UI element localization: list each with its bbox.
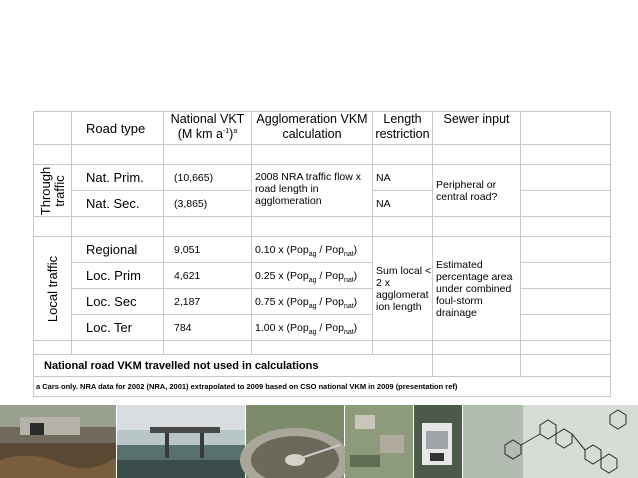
through-traffic-label: Through traffic — [37, 166, 67, 215]
through-calc: 2008 NRA traffic flow x road length in agglomeration — [252, 165, 373, 217]
chemical-structure-image — [463, 405, 638, 478]
local-sewer: Estimated percentage area under combined foul-storm drainage — [433, 237, 521, 341]
vkt-table-wrapper — [33, 111, 610, 395]
vkt-value: (10,665) — [164, 165, 252, 191]
unused-vkm-note: National road VKM travelled not used in calculations — [34, 355, 433, 377]
vkt-value: (3,865) — [164, 191, 252, 217]
header-sewer-input: Sewer input — [433, 112, 521, 145]
vkt-value: 9,051 — [164, 237, 252, 263]
calc-formula: 0.25 x (Pop$_{ag}$ / Pop$_{nat}$) — [252, 263, 373, 289]
sampler-equipment-photo — [414, 405, 462, 478]
local-traffic-label: Local traffic — [44, 255, 60, 322]
road-name: Loc. Prim — [72, 263, 164, 289]
through-sewer: Peripheral or central road? — [433, 165, 521, 217]
treatment-plant-photo — [117, 405, 245, 478]
header-road-type: Road type — [72, 112, 164, 145]
table-row — [34, 165, 611, 191]
local-length: Sum local < 2 x agglomerat ion length — [373, 237, 433, 341]
vkt-value: 784 — [164, 315, 252, 341]
road-name: Nat. Prim. — [72, 165, 164, 191]
header-empty-cell — [34, 112, 72, 145]
header-row — [34, 112, 611, 145]
header-agglomeration: Agglomeration VKM calculation — [252, 112, 373, 145]
road-name: Regional — [72, 237, 164, 263]
calc-formula: 0.75 x (Pop$_{ag}$ / Pop$_{nat}$) — [252, 289, 373, 315]
footer-row — [34, 355, 611, 377]
footnote-text: a Cars only. NRA data for 2002 (NRA, 2001) extrapolated to 2009 based on CSO national VKM in 2009 (presentation ref) — [34, 377, 611, 397]
length-value: NA — [373, 165, 433, 191]
road-name: Loc. Ter — [72, 315, 164, 341]
aerial-site-photo — [345, 405, 413, 478]
clarifier-photo — [240, 405, 350, 478]
spacer-row — [34, 217, 611, 237]
vkt-value: 4,621 — [164, 263, 252, 289]
sewer-outfall-photo — [0, 405, 116, 478]
header-length-restriction: Length restriction — [373, 112, 433, 145]
spacer-row — [34, 341, 611, 355]
calc-formula: 0.10 x (Pop$_{ag}$ / Pop$_{nat}$) — [252, 237, 373, 263]
table-row — [34, 289, 611, 315]
road-name: Loc. Sec — [72, 289, 164, 315]
footnote-row — [34, 377, 611, 397]
header-extra-cell — [521, 112, 611, 145]
local-traffic-group — [34, 237, 72, 341]
calc-formula: 1.00 x (Pop$_{ag}$ / Pop$_{nat}$) — [252, 315, 373, 341]
vkt-table — [33, 111, 611, 397]
table-row — [34, 263, 611, 289]
length-value: NA — [373, 191, 433, 217]
table-row — [34, 315, 611, 341]
through-traffic-group — [34, 165, 72, 217]
road-name: Nat. Sec. — [72, 191, 164, 217]
vkt-value: 2,187 — [164, 289, 252, 315]
table-row — [34, 237, 611, 263]
header-national-vkt: National VKT (M km $a^{-1})^a$ — [164, 112, 252, 145]
spacer-row — [34, 145, 611, 165]
photo-strip — [0, 405, 638, 478]
